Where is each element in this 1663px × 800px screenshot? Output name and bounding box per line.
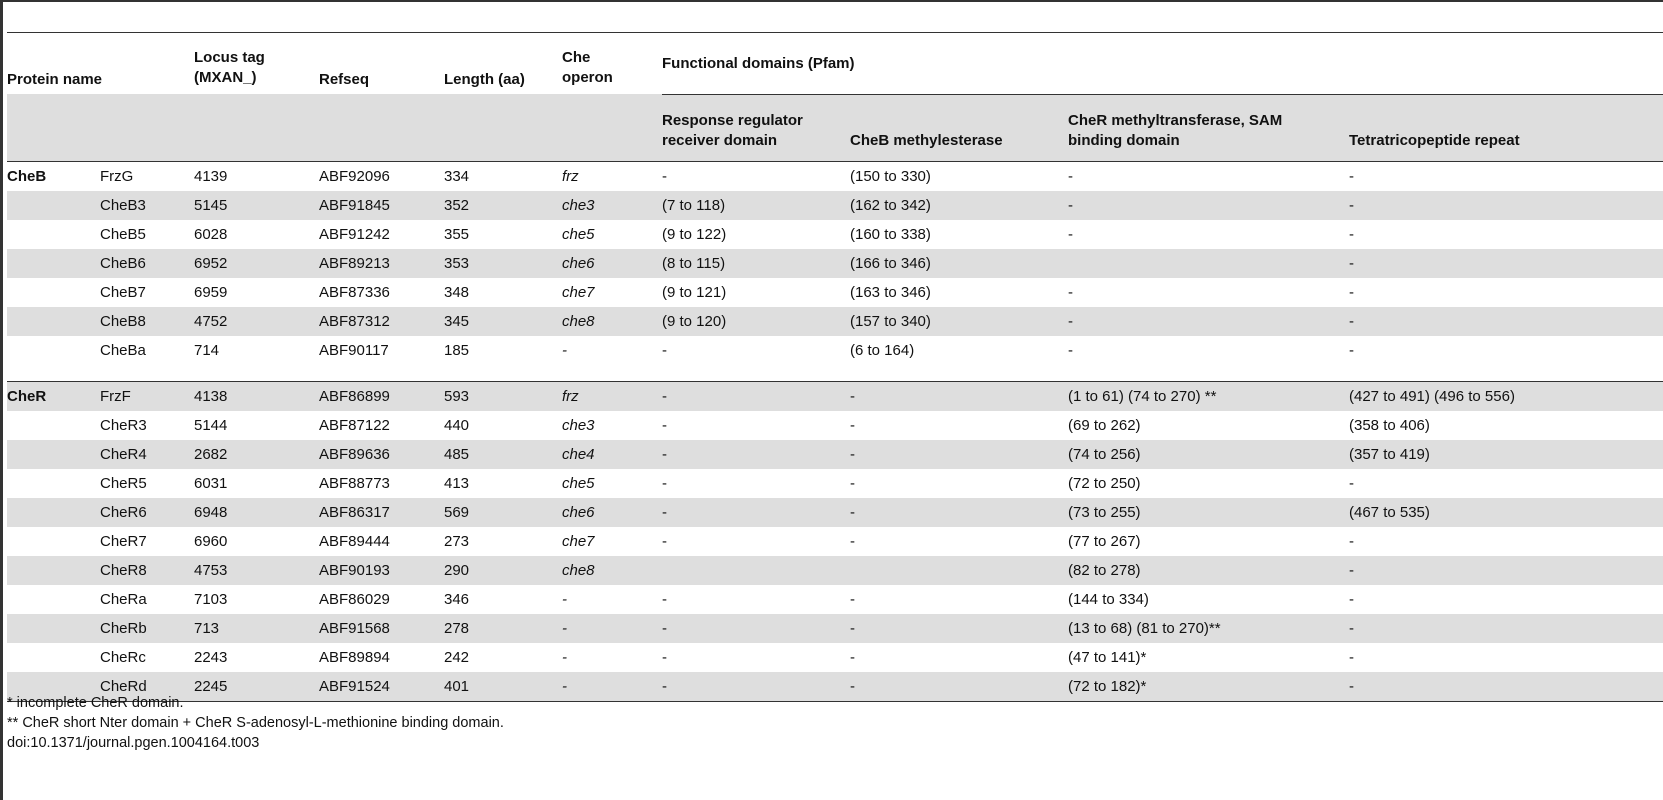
rr-domain-cell: -	[662, 416, 667, 434]
cher-domain-cell: -	[1068, 225, 1073, 243]
operon-cell: che8	[562, 556, 662, 585]
header-refseq: Refseq	[319, 71, 370, 88]
group-label-cell	[7, 411, 100, 440]
rr-domain-cell: -	[662, 590, 667, 608]
locus-tag-cell: 714	[194, 341, 220, 359]
protein-name-cell: CheB6	[100, 249, 194, 278]
header-cher-methyltransferase: CheR methyltransferase, SAM binding domain	[1068, 94, 1349, 161]
refseq-cell: ABF86899	[319, 381, 444, 411]
cheb-domain-cell: -	[850, 614, 1068, 643]
tpr-domain-cell: (357 to 419)	[1349, 440, 1663, 469]
refseq-cell: ABF87336	[319, 283, 390, 301]
cher-domain-cell: (13 to 68) (81 to 270)**	[1068, 614, 1349, 643]
protein-name-cell: CheRd	[100, 672, 194, 702]
refseq-cell: ABF87312	[319, 307, 444, 336]
refseq-cell: ABF88773	[319, 474, 390, 492]
header-blank	[7, 94, 662, 161]
locus-tag-cell: 6948	[194, 498, 319, 527]
refseq-cell: ABF86029	[319, 590, 390, 608]
group-label-cell	[7, 643, 100, 672]
cher-domain-cell: -	[1068, 307, 1349, 336]
tpr-domain-cell: -	[1349, 648, 1354, 666]
length-cell: 440	[444, 416, 470, 434]
operon-cell: -	[562, 590, 567, 608]
table-row	[7, 411, 1663, 440]
table-row	[7, 249, 1663, 278]
cher-domain-cell: -	[1068, 191, 1349, 220]
protein-name-cell: CheBa	[100, 341, 146, 359]
operon-cell: che8	[562, 307, 662, 336]
refseq-cell: ABF90117	[319, 341, 389, 359]
protein-name-cell: CheB8	[100, 307, 194, 336]
rr-domain-cell: -	[662, 440, 850, 469]
operon-cell: che3	[562, 416, 595, 434]
rr-domain-cell: (8 to 115)	[662, 249, 850, 278]
locus-tag-cell: 6960	[194, 532, 228, 550]
refseq-cell: ABF91524	[319, 672, 444, 702]
table-row	[7, 527, 1663, 556]
locus-tag-cell: 6959	[194, 283, 228, 301]
table-row	[7, 191, 1663, 220]
footnote-incomplete: * incomplete CheR domain.	[7, 695, 184, 711]
table-row	[7, 498, 1663, 527]
length-cell: 485	[444, 440, 562, 469]
locus-tag-cell: 2245	[194, 672, 319, 702]
group-spacer	[7, 365, 1663, 382]
cher-domain-cell: (74 to 256)	[1068, 440, 1349, 469]
locus-tag-cell: 6028	[194, 225, 228, 243]
refseq-cell: ABF91242	[319, 225, 390, 243]
cheb-domain-cell: -	[850, 498, 1068, 527]
length-cell: 413	[444, 474, 470, 492]
locus-tag-cell: 2243	[194, 648, 228, 666]
length-cell: 185	[444, 341, 470, 359]
operon-cell: frz	[562, 161, 662, 191]
refseq-cell: ABF86317	[319, 498, 444, 527]
tpr-domain-cell: -	[1349, 191, 1663, 220]
length-cell: 334	[444, 161, 562, 191]
refseq-cell: ABF89444	[319, 532, 390, 550]
table-row	[7, 381, 1663, 411]
table-row	[7, 307, 1663, 336]
tpr-domain-cell: (467 to 535)	[1349, 498, 1663, 527]
rr-domain-cell: -	[662, 672, 850, 702]
cher-domain-cell: (72 to 250)	[1068, 474, 1141, 492]
group-label-cell	[7, 307, 100, 336]
table-row	[7, 440, 1663, 469]
rr-domain-cell: -	[662, 648, 667, 666]
domains-table	[7, 32, 1663, 702]
table-row	[7, 278, 1663, 307]
rr-domain-cell: (9 to 120)	[662, 307, 850, 336]
footnote-nter: ** CheR short Nter domain + CheR S-adenosyl-L-methionine binding domain.	[7, 715, 504, 731]
protein-name-cell: CheR8	[100, 556, 194, 585]
group-label-cell	[7, 440, 100, 469]
cher-domain-cell: (47 to 141)*	[1068, 648, 1147, 666]
protein-name-cell: FrzG	[100, 161, 194, 191]
group-label-cell	[7, 278, 100, 307]
group-label-cell	[7, 220, 100, 249]
rr-domain-cell: (9 to 122)	[662, 225, 727, 243]
group-label-cell	[7, 498, 100, 527]
operon-cell: che7	[562, 532, 595, 550]
table-row	[7, 585, 1663, 614]
locus-tag-cell: 6952	[194, 249, 319, 278]
operon-cell: -	[562, 614, 662, 643]
table-row	[7, 336, 1663, 365]
rr-domain-cell: -	[662, 532, 667, 550]
tpr-domain-cell: -	[1349, 225, 1354, 243]
protein-name-cell: CheR6	[100, 498, 194, 527]
tpr-domain-cell: -	[1349, 161, 1663, 191]
rr-domain-cell: -	[662, 474, 667, 492]
tpr-domain-cell: -	[1349, 672, 1663, 702]
protein-name-cell: FrzF	[100, 381, 194, 411]
rr-domain-cell: -	[662, 161, 850, 191]
cheb-domain-cell: -	[850, 590, 855, 608]
locus-tag-cell: 4752	[194, 307, 319, 336]
length-cell: 346	[444, 590, 470, 608]
length-cell: 355	[444, 225, 470, 243]
tpr-domain-cell: -	[1349, 614, 1663, 643]
tpr-domain-cell: -	[1349, 532, 1354, 550]
protein-name-cell: CheR5	[100, 474, 147, 492]
operon-cell: che4	[562, 440, 662, 469]
cher-domain-cell: (72 to 182)*	[1068, 672, 1349, 702]
protein-name-cell: CheRa	[100, 590, 147, 608]
table-row	[7, 643, 1663, 672]
length-cell: 353	[444, 249, 562, 278]
cheb-domain-cell: (6 to 164)	[850, 341, 915, 359]
cheb-domain-cell: -	[850, 648, 855, 666]
cheb-domain-cell: (157 to 340)	[850, 307, 1068, 336]
operon-cell: -	[562, 672, 662, 702]
group-label-cell	[7, 585, 100, 614]
length-cell: 401	[444, 672, 562, 702]
locus-tag-cell: 6031	[194, 474, 228, 492]
header-length: Length (aa)	[444, 71, 525, 88]
header-functional-domains: Functional domains (Pfam)	[662, 33, 1663, 95]
length-cell: 345	[444, 307, 562, 336]
group-label-cell	[7, 469, 100, 498]
cher-domain-cell: (144 to 334)	[1068, 590, 1149, 608]
header-cheb-methylesterase: CheB methylesterase	[850, 94, 1068, 161]
tpr-domain-cell: -	[1349, 283, 1354, 301]
operon-cell: che5	[562, 225, 595, 243]
group-label-cell	[7, 614, 100, 643]
cher-domain-cell: -	[1068, 341, 1073, 359]
protein-name-cell: CheR4	[100, 440, 194, 469]
length-cell: 273	[444, 532, 470, 550]
header-protein-name: Protein name	[7, 71, 103, 88]
cher-domain-cell: -	[1068, 161, 1349, 191]
refseq-cell: ABF92096	[319, 161, 444, 191]
locus-tag-cell: 5144	[194, 416, 228, 434]
tpr-domain-cell: -	[1349, 556, 1663, 585]
footnotes	[7, 693, 504, 753]
operon-cell: -	[562, 341, 567, 359]
cheb-domain-cell: -	[850, 381, 1068, 411]
top-rule	[0, 0, 1663, 2]
cheb-domain-cell: -	[850, 474, 855, 492]
header-che-operon: Che operon	[562, 49, 613, 86]
refseq-cell: ABF90193	[319, 556, 444, 585]
operon-cell: che7	[562, 283, 595, 301]
cheb-domain-cell: (160 to 338)	[850, 225, 931, 243]
locus-tag-cell: 5145	[194, 191, 319, 220]
operon-cell: che5	[562, 474, 595, 492]
cheb-domain-cell: (166 to 346)	[850, 249, 1068, 278]
group-label-cell	[7, 556, 100, 585]
tpr-domain-cell: -	[1349, 307, 1663, 336]
rr-domain-cell: (7 to 118)	[662, 191, 850, 220]
tpr-domain-cell: -	[1349, 249, 1663, 278]
table-container	[7, 32, 1663, 702]
cheb-domain-cell: -	[850, 672, 1068, 702]
table-row	[7, 220, 1663, 249]
table-row	[7, 556, 1663, 585]
group-label-cell	[7, 191, 100, 220]
locus-tag-cell: 4753	[194, 556, 319, 585]
refseq-cell: ABF91845	[319, 191, 444, 220]
rr-domain-cell: -	[662, 498, 850, 527]
protein-name-cell: CheB5	[100, 225, 146, 243]
protein-name-cell: CheR7	[100, 532, 147, 550]
refseq-cell: ABF89636	[319, 440, 444, 469]
protein-name-cell: CheB3	[100, 191, 194, 220]
table-row	[7, 469, 1663, 498]
locus-tag-cell: 7103	[194, 590, 228, 608]
refseq-cell: ABF91568	[319, 614, 444, 643]
length-cell: 348	[444, 283, 470, 301]
group-label-cell: CheR	[7, 381, 100, 411]
locus-tag-cell: 4139	[194, 161, 319, 191]
cher-domain-cell	[1068, 249, 1349, 278]
rr-domain-cell	[662, 556, 850, 585]
locus-tag-cell: 2682	[194, 440, 319, 469]
group-label-cell: CheB	[7, 161, 100, 191]
header-tetratricopeptide: Tetratricopeptide repeat	[1349, 94, 1663, 161]
length-cell: 242	[444, 648, 470, 666]
header-locus-tag: Locus tag (MXAN_)	[194, 49, 265, 86]
left-border	[0, 0, 3, 800]
cher-domain-cell: (1 to 61) (74 to 270) **	[1068, 381, 1349, 411]
operon-cell: frz	[562, 381, 662, 411]
refseq-cell: ABF87122	[319, 416, 390, 434]
length-cell: 569	[444, 498, 562, 527]
header-response-regulator: Response regulator receiver domain	[662, 94, 850, 161]
tpr-domain-cell: -	[1349, 341, 1354, 359]
group-label-cell	[7, 249, 100, 278]
cher-domain-cell: (73 to 255)	[1068, 498, 1349, 527]
length-cell: 290	[444, 556, 562, 585]
cher-domain-cell: (77 to 267)	[1068, 532, 1141, 550]
cheb-domain-cell	[850, 556, 1068, 585]
cheb-domain-cell: -	[850, 532, 855, 550]
operon-cell: che6	[562, 249, 662, 278]
cheb-domain-cell: (163 to 346)	[850, 283, 931, 301]
refseq-cell: ABF89213	[319, 249, 444, 278]
operon-cell: che3	[562, 191, 662, 220]
protein-name-cell: CheB7	[100, 283, 146, 301]
group-label-cell	[7, 336, 100, 365]
rr-domain-cell: -	[662, 614, 850, 643]
refseq-cell: ABF89894	[319, 648, 390, 666]
cheb-domain-cell: (150 to 330)	[850, 161, 1068, 191]
operon-cell: che6	[562, 498, 662, 527]
tpr-domain-cell: -	[1349, 474, 1354, 492]
cher-domain-cell: (69 to 262)	[1068, 416, 1141, 434]
rr-domain-cell: -	[662, 381, 850, 411]
tpr-domain-cell: (358 to 406)	[1349, 416, 1430, 434]
table-row	[7, 161, 1663, 191]
protein-name-cell: CheRb	[100, 614, 194, 643]
rr-domain-cell: (9 to 121)	[662, 283, 727, 301]
group-label-cell	[7, 527, 100, 556]
doi-text: doi:10.1371/journal.pgen.1004164.t003	[7, 735, 260, 751]
locus-tag-cell: 713	[194, 614, 319, 643]
length-cell: 352	[444, 191, 562, 220]
tpr-domain-cell: (427 to 491) (496 to 556)	[1349, 381, 1663, 411]
length-cell: 278	[444, 614, 562, 643]
cheb-domain-cell: -	[850, 416, 855, 434]
cheb-domain-cell: -	[850, 440, 1068, 469]
length-cell: 593	[444, 381, 562, 411]
tpr-domain-cell: -	[1349, 590, 1354, 608]
cheb-domain-cell: (162 to 342)	[850, 191, 1068, 220]
rr-domain-cell: -	[662, 341, 667, 359]
operon-cell: -	[562, 648, 567, 666]
cher-domain-cell: -	[1068, 283, 1073, 301]
protein-name-cell: CheRc	[100, 648, 146, 666]
table-body	[7, 161, 1663, 701]
cher-domain-cell: (82 to 278)	[1068, 556, 1349, 585]
table-row	[7, 614, 1663, 643]
locus-tag-cell: 4138	[194, 381, 319, 411]
protein-name-cell: CheR3	[100, 416, 147, 434]
